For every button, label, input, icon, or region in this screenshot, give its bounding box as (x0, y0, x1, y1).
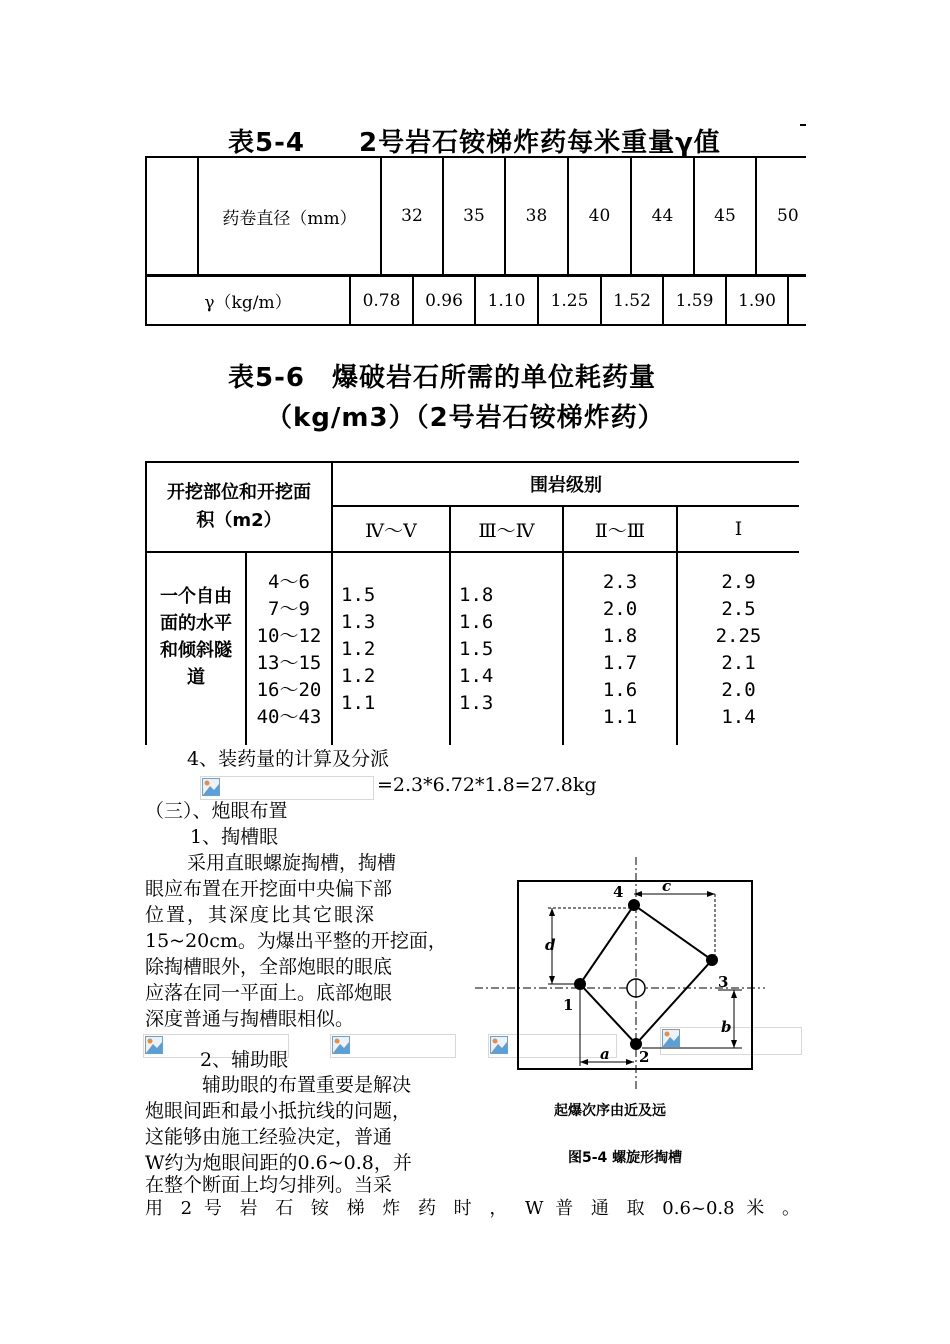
row-label-diameter: 药卷直径（mm） (198, 157, 381, 275)
broken-image-icon (145, 1036, 163, 1054)
consumption-value: 1.3 (459, 692, 494, 714)
broken-image-icon (332, 1036, 350, 1054)
consumption-value: 2.9 (721, 571, 756, 593)
consumption-value: 1.1 (602, 706, 638, 728)
item-2-heading: 2、辅助眼 (200, 1049, 289, 1071)
figure-label: 3 (718, 973, 729, 991)
consumption-value: 2.0 (602, 598, 638, 620)
blast-hole (628, 899, 640, 911)
consumption-value: 1.8 (459, 584, 494, 606)
table-5-6 (145, 461, 799, 745)
weight-cell: 1.59 (663, 276, 726, 325)
area-value: 13～15 (256, 652, 322, 674)
consumption-value: 2.1 (721, 652, 756, 674)
paragraph-line: W约为炮眼间距的0.6~0.8，并 (145, 1152, 412, 1174)
consumption-value: 1.1 (341, 692, 376, 714)
paragraph-line: 辅助眼的布置重要是解决 (202, 1074, 412, 1096)
area-value: 10～12 (256, 625, 322, 647)
grade-header: Ⅱ～Ⅲ (563, 506, 677, 552)
weight-cell: 0.78 (350, 276, 413, 325)
row-label-weight: γ（kg/m） (146, 276, 350, 325)
paragraph-line: 眼应布置在开挖面中央偏下部 (145, 878, 393, 900)
area-value: 40～43 (256, 706, 322, 728)
figure-label: c (662, 877, 672, 895)
table-5-6-title: 表5-6 爆破岩石所需的单位耗药量 (228, 363, 656, 393)
table-5-4-title: 表5-4 2号岩石铵梯炸药每米重量γ值 (228, 128, 721, 158)
paragraph-line: 炮眼间距和最小抵抗线的问题， (145, 1100, 412, 1122)
consumption-value: 1.6 (459, 611, 494, 633)
consumption-value: 1.2 (341, 665, 376, 687)
area-column (246, 552, 332, 745)
consumption-value: 1.4 (721, 706, 756, 728)
figure-order-caption: 起爆次序由近及远 (554, 1103, 666, 1119)
arrow-icon (580, 1059, 588, 1065)
divider (800, 124, 806, 126)
paragraph-line: 这能够由施工经验决定，普通 (145, 1126, 393, 1148)
weight-cell: 1.25 (538, 276, 601, 325)
consumption-value: 2.5 (721, 598, 756, 620)
arrow-icon (626, 1059, 634, 1065)
grade-header: Ⅳ～Ⅴ (332, 506, 450, 552)
diameter-cell: 45 (694, 157, 756, 275)
table-5-6-subtitle: （kg/m3）（2号岩石铵梯炸药） (266, 403, 665, 433)
figure-5-4-spiral-cut (470, 852, 770, 1172)
consumption-column-I (677, 552, 799, 745)
consumption-column-IV-V (332, 552, 450, 745)
diameter-cell: 38 (505, 157, 568, 275)
figure-label: 1 (563, 996, 574, 1014)
broken-image-icon (202, 778, 220, 796)
consumption-value: 1.4 (459, 665, 494, 687)
section-4-heading: 4、装药量的计算及分派 (187, 748, 390, 770)
paragraph-line: 应落在同一平面上。底部炮眼 (145, 982, 393, 1004)
arrow-icon (549, 908, 555, 916)
paragraph-last-line: 用 2 号 岩 石 铵 梯 炸 药 时 ， W 普 通 取 0.6~0.8 米 。 (145, 1198, 800, 1219)
row-label-tunnel (146, 552, 246, 745)
weight-cell: 1.52 (601, 276, 663, 325)
area-value: 16～20 (256, 679, 322, 701)
formula-image-placeholder (200, 776, 374, 800)
consumption-value: 1.7 (602, 652, 638, 674)
weight-cell: 1.10 (475, 276, 538, 325)
paragraph-line: 深度普通与掏槽眼相似。 (145, 1008, 355, 1030)
section-3-heading: （三）、炮眼布置 (145, 800, 288, 822)
header-excavation-area: 开挖部位和开挖面积（m2） (146, 462, 332, 552)
arrow-icon (707, 891, 715, 897)
consumption-value: 1.5 (341, 584, 376, 606)
consumption-value: 1.6 (602, 679, 638, 701)
consumption-value: 2.25 (715, 625, 762, 647)
weight-cell: 0.96 (413, 276, 475, 325)
figure-caption: 图5-4 螺旋形掏槽 (568, 1150, 683, 1166)
paragraph-line: 位置，其深度比其它眼深 (145, 904, 377, 926)
arrow-icon (634, 891, 642, 897)
consumption-column-II-III (563, 552, 677, 745)
area-value: 4～6 (268, 571, 310, 593)
figure-label: a (600, 1045, 610, 1063)
consumption-column-III-IV (450, 552, 563, 745)
weight-cell: 1.90 (726, 276, 788, 325)
diameter-cell: 40 (568, 157, 631, 275)
consumption-value: 1.5 (459, 638, 494, 660)
area-value: 7～9 (268, 598, 310, 620)
table-5-4 (145, 156, 806, 327)
arrow-icon (731, 990, 737, 998)
figure-label: 4 (613, 883, 624, 901)
header-rock-grade: 围岩级别 (332, 462, 799, 506)
consumption-value: 1.2 (341, 638, 376, 660)
formula-text: =2.3*6.72*1.8=27.8kg (377, 774, 597, 796)
row-label-text: 一个自由面的水平和倾斜隧道 (160, 586, 232, 688)
table-cell (146, 157, 198, 275)
figure-label: 2 (639, 1048, 650, 1066)
item-1-heading: 1、掏槽眼 (190, 826, 279, 848)
diameter-cell: 35 (443, 157, 505, 275)
image-placeholder (330, 1034, 456, 1058)
table-cell (788, 276, 806, 325)
diameter-cell: 50 (756, 157, 806, 275)
diameter-cell: 44 (631, 157, 694, 275)
paragraph-line: 采用直眼螺旋掏槽，掏槽 (187, 852, 397, 874)
blast-hole (706, 954, 718, 966)
cut-polygon (580, 905, 712, 1044)
paragraph-line: 除掏槽眼外，全部炮眼的眼底 (145, 956, 393, 978)
consumption-value: 1.8 (602, 625, 638, 647)
diameter-cell: 32 (381, 157, 443, 275)
arrow-icon (549, 976, 555, 984)
consumption-value: 2.0 (721, 679, 756, 701)
figure-label: b (721, 1018, 732, 1036)
paragraph-line: 15~20cm。为爆出平整的开挖面， (145, 930, 447, 952)
figure-label: d (545, 936, 556, 954)
consumption-value: 1.3 (341, 611, 376, 633)
grade-header: Ⅲ～Ⅳ (450, 506, 563, 552)
grade-header: Ⅰ (677, 506, 799, 552)
arrow-icon (731, 1040, 737, 1048)
paragraph-line: 在整个断面上均匀排列。当采 (145, 1174, 393, 1196)
consumption-value: 2.3 (602, 571, 638, 593)
